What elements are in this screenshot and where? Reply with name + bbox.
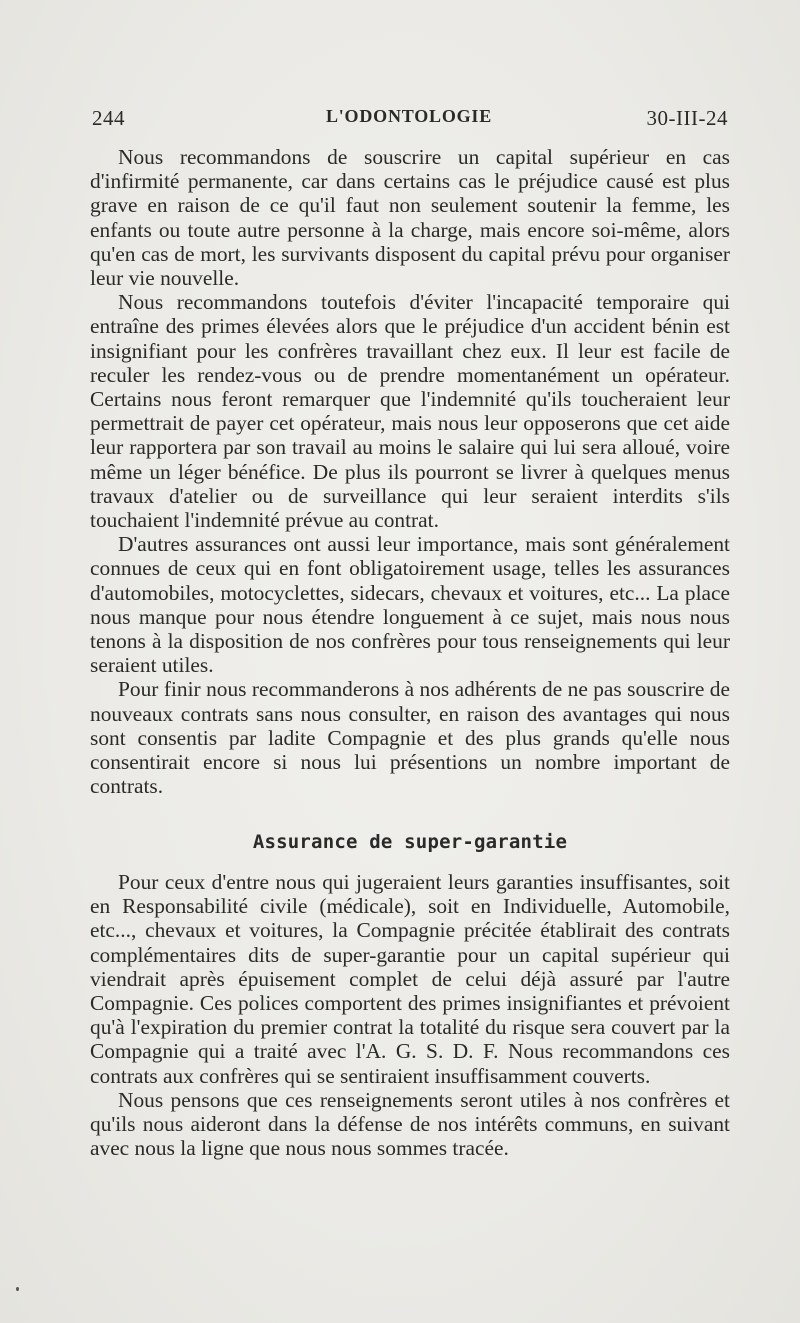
main-text-bottom [90, 870, 730, 1160]
paragraph-3: D'autres assurances ont aussi leur importance, mais sont généralement connues de ceux qui en font obligatoirement usage, telles les assurances d'automobiles, motocyclettes, sidecars, chevaux et voitures, etc... La place nous manque pour nous étendre longuement à ce sujet, mais nous nous tenons à la disposition de nos confrères pour tous renseignements qui leur seraient utiles. [90, 532, 730, 678]
paragraph-6: Nous pensons que ces renseignements seront utiles à nos confrères et qu'ils nous aideront dans la défense de nos intérêts communs, en suivant avec nous la ligne que nous nous sommes tracée. [90, 1087, 730, 1161]
page-number: 244 [92, 106, 125, 130]
paragraph-4: Pour finir nous recommanderons à nos adhérents de ne pas souscrire de nouveaux contrats sans nous consulter, en raison des avantages qui nous sont consentis par ladite Compagnie et des plus grands qu'elle nous consentirait encore si nous lui présentions un nombre important de contrats. [90, 677, 730, 799]
section-heading: Assurance de super-garantie [252, 831, 568, 853]
main-text-top [90, 145, 730, 798]
issue-date: 30-III-24 [646, 106, 728, 130]
paragraph-2: Nous recommandons toutefois d'éviter l'incapacité temporaire qui entraîne des primes élevées alors que le préjudice d'un accident bénin est insignifiant pour les confrères travaillant chez eux. Il leur est facile de reculer les rendez-vous ou de prendre momentanément un opérateur. Certains nous feront remarquer que l'indemnité qu'ils toucheraient leur permettrait de payer cet opérateur, mais nous leur opposerons que cet aide leur rapportera par son travail au moins le salaire qui lui sera alloué, voire même un léger bénéfice. De plus ils pourront se livrer à quelques menus travaux d'atelier ou de surveillance qui leur seraient interdits s'ils touchaient l'indemnité prévue au contrat. [90, 290, 730, 533]
journal-title: L'ODONTOLOGIE [325, 106, 493, 126]
paragraph-5: Pour ceux d'entre nous qui jugeraient leurs garanties insuffisantes, soit en Responsabilité civile (médicale), soit en Individuelle, Automobile, etc..., chevaux et voitures, la Compagnie précitée établirait des contrats complémentaires dits de super-garantie pour un capital supérieur qui viendrait après épuisement complet de celui déjà assuré par l'autre Compagnie. Ces polices comportent des primes insignifiantes et prévoient qu'à l'expiration du premier contrat la totalité du risque sera couvert par la Compagnie qui a traité avec l'A. G. S. D. F. Nous recommandons ces contrats aux confrères qui se sentiraient insuffisamment couverts. [90, 870, 730, 1088]
paragraph-1: Nous recommandons de souscrire un capital supérieur en cas d'infirmité permanente, car dans certains cas le préjudice causé est plus grave en raison de ce qu'il faut non seulement soutenir la femme, les enfants ou toute autre personne à la charge, mais encore soi-même, alors qu'en cas de mort, les survivants disposent du capital prévu pour organiser leur vie nouvelle. [90, 145, 730, 291]
running-header [90, 106, 728, 136]
scan-speck [16, 1287, 19, 1291]
